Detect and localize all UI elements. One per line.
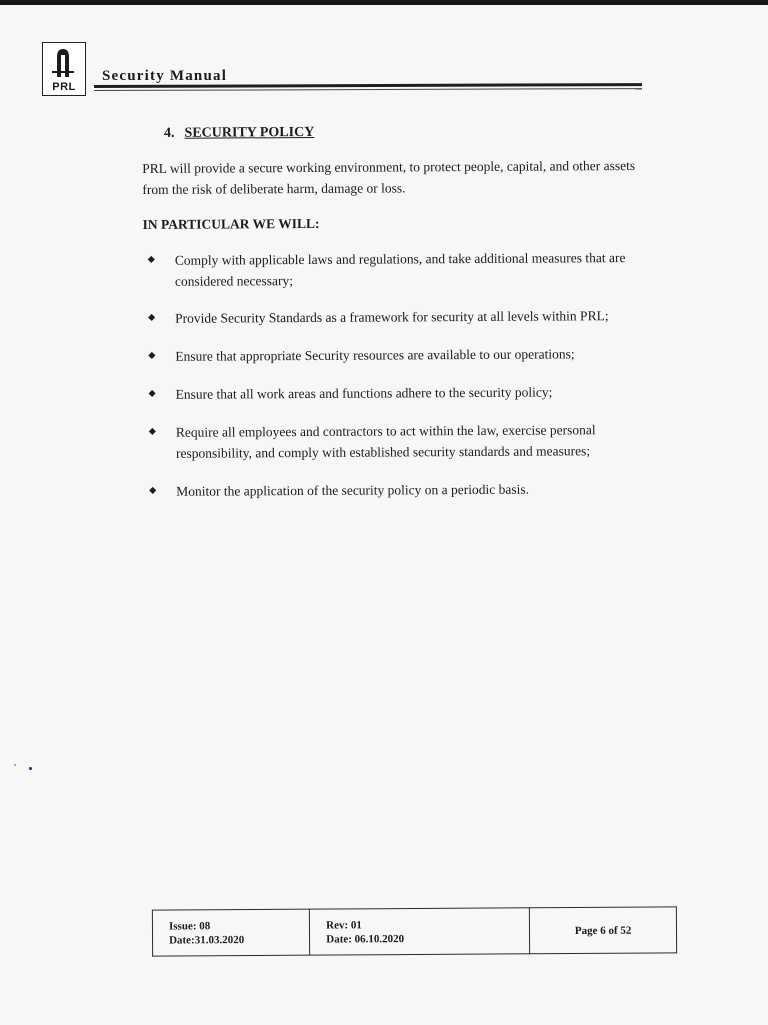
list-item-text: Provide Security Standards as a framework for security at all levels within PRL; [175, 308, 609, 326]
page-number: Page 6 of 52 [574, 924, 632, 937]
issue-date: Date:31.03.2020 [169, 933, 245, 946]
list-item [149, 343, 669, 367]
diamond-bullet-icon [149, 428, 156, 435]
diamond-bullet-icon [148, 352, 155, 359]
list-item-text: Monitor the application of the security policy on a periodic basis. [176, 481, 530, 499]
scan-speck [29, 767, 32, 770]
diamond-bullet-icon [149, 390, 156, 397]
list-item [150, 419, 670, 464]
revision-number: Rev: 01 [326, 918, 362, 932]
list-item [150, 478, 670, 502]
diamond-bullet-icon [149, 487, 156, 494]
footer-table [152, 906, 677, 956]
list-item [149, 247, 669, 292]
section-heading [164, 125, 314, 142]
manual-title: Security Manual [102, 68, 228, 84]
list-item-text: Require all employees and contractors to act within the law, exercise personal responsibility, and comply with established security standards and measures; [175, 422, 596, 461]
intro-paragraph: PRL will provide a secure working environment, to protect people, capital, and other assets from the risk of deliberate harm, damage or loss. [142, 157, 636, 197]
logo-text: PRL [52, 81, 76, 93]
list-item-text: Ensure that appropriate Security resources are available to our operations; [175, 346, 575, 364]
revision-cell [310, 908, 530, 955]
list-item-text: Comply with applicable laws and regulations, and take additional measures that are considered necessary; [174, 250, 626, 289]
list-item [149, 305, 669, 329]
document-footer [152, 906, 677, 956]
diamond-bullet-icon [148, 314, 155, 321]
revision-date: Date: 06.10.2020 [326, 932, 405, 946]
scan-speck [14, 764, 16, 766]
policy-list [149, 247, 671, 502]
page-cell [530, 907, 677, 954]
diamond-bullet-icon [148, 256, 155, 263]
subheading: IN PARTICULAR WE WILL: [142, 215, 320, 232]
section-number: 4. [163, 125, 175, 141]
issue-cell [152, 909, 309, 956]
list-item [150, 381, 670, 405]
issue-number: Issue: 08 [168, 919, 211, 932]
list-item-text: Ensure that all work areas and functions adhere to the security policy; [175, 384, 553, 402]
section-title: SECURITY POLICY [184, 124, 315, 141]
